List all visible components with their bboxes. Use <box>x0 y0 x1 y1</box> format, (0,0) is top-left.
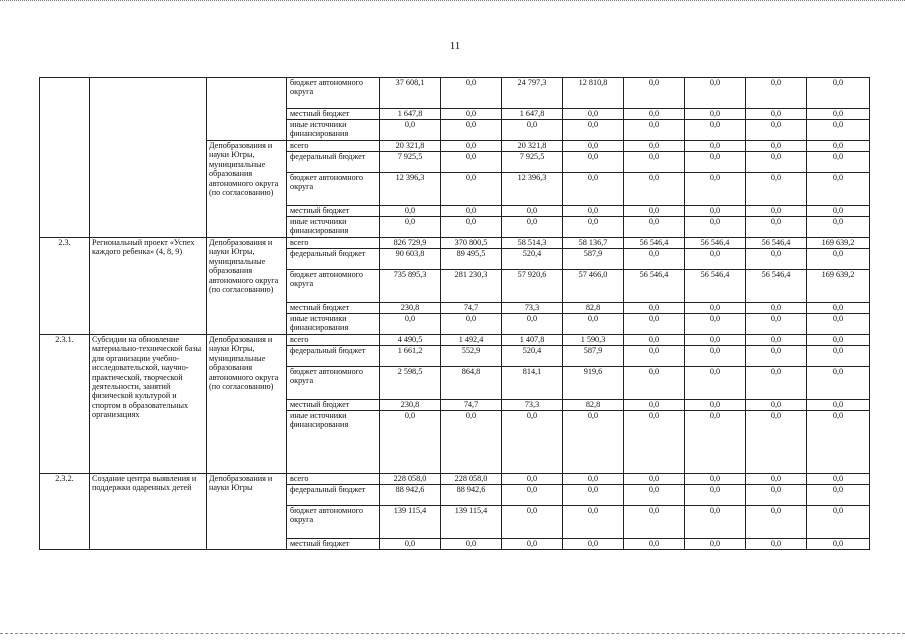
value-cell: 90 603,8 <box>380 249 441 270</box>
value-cell: 0,0 <box>624 314 685 335</box>
value-cell: 0,0 <box>502 206 563 217</box>
value-cell: 0,0 <box>624 78 685 109</box>
value-cell: 0,0 <box>624 120 685 141</box>
value-cell: 814,1 <box>502 367 563 400</box>
value-cell: 0,0 <box>380 539 441 550</box>
value-cell: 0,0 <box>563 506 624 539</box>
value-cell: 0,0 <box>685 314 746 335</box>
value-cell: 139 115,4 <box>441 506 502 539</box>
funding-source: иные источники финансирования <box>287 314 380 335</box>
scan-edge-bottom <box>0 633 905 637</box>
value-cell: 0,0 <box>624 539 685 550</box>
value-cell: 0,0 <box>807 314 870 335</box>
value-cell: 0,0 <box>746 303 807 314</box>
value-cell: 0,0 <box>441 141 502 152</box>
value-cell: 0,0 <box>380 411 441 474</box>
value-cell: 1 590,3 <box>563 335 624 346</box>
value-cell: 56 546,4 <box>746 238 807 249</box>
value-cell: 0,0 <box>685 411 746 474</box>
value-cell: 0,0 <box>746 539 807 550</box>
value-cell: 0,0 <box>624 411 685 474</box>
value-cell: 228 058,0 <box>441 474 502 485</box>
value-cell: 0,0 <box>685 173 746 206</box>
funding-source: местный бюджет <box>287 303 380 314</box>
value-cell: 73,3 <box>502 400 563 411</box>
row-executor <box>207 78 287 141</box>
value-cell: 0,0 <box>624 152 685 173</box>
value-cell: 0,0 <box>563 411 624 474</box>
value-cell: 0,0 <box>624 217 685 238</box>
value-cell: 0,0 <box>563 314 624 335</box>
value-cell: 0,0 <box>441 152 502 173</box>
funding-source: всего <box>287 141 380 152</box>
value-cell: 0,0 <box>746 78 807 109</box>
value-cell: 0,0 <box>746 335 807 346</box>
value-cell: 57 920,6 <box>502 270 563 303</box>
value-cell: 56 546,4 <box>685 238 746 249</box>
value-cell: 0,0 <box>624 173 685 206</box>
value-cell: 0,0 <box>746 411 807 474</box>
value-cell: 0,0 <box>807 109 870 120</box>
value-cell: 0,0 <box>502 411 563 474</box>
funding-source: бюджет автономного округа <box>287 270 380 303</box>
value-cell: 20 321,8 <box>502 141 563 152</box>
value-cell: 1 407,8 <box>502 335 563 346</box>
table-row <box>40 335 870 346</box>
row-code: 2.3. <box>40 238 90 335</box>
value-cell: 0,0 <box>746 474 807 485</box>
value-cell: 0,0 <box>441 314 502 335</box>
scan-edge-top <box>0 0 905 4</box>
page-number: 11 <box>449 40 461 52</box>
value-cell: 864,8 <box>441 367 502 400</box>
value-cell: 0,0 <box>441 411 502 474</box>
value-cell: 169 639,2 <box>807 270 870 303</box>
value-cell: 20 321,8 <box>380 141 441 152</box>
value-cell: 0,0 <box>441 217 502 238</box>
row-executor: Депобразования и науки Югры, муниципальные образования автономного округа (по согласованию) <box>207 335 287 474</box>
value-cell: 0,0 <box>563 217 624 238</box>
funding-source: бюджет автономного округа <box>287 367 380 400</box>
row-executor: Депобразования и науки Югры, муниципальные образования автономного округа (по согласованию) <box>207 141 287 238</box>
value-cell: 0,0 <box>502 314 563 335</box>
value-cell: 520,4 <box>502 346 563 367</box>
value-cell: 0,0 <box>807 217 870 238</box>
value-cell: 0,0 <box>502 485 563 506</box>
value-cell: 88 942,6 <box>380 485 441 506</box>
value-cell: 73,3 <box>502 303 563 314</box>
value-cell: 0,0 <box>685 249 746 270</box>
budget-table <box>39 77 870 550</box>
value-cell: 74,7 <box>441 303 502 314</box>
value-cell: 0,0 <box>624 506 685 539</box>
value-cell: 0,0 <box>563 120 624 141</box>
value-cell: 0,0 <box>563 485 624 506</box>
value-cell: 919,6 <box>563 367 624 400</box>
value-cell: 0,0 <box>685 120 746 141</box>
value-cell: 0,0 <box>380 314 441 335</box>
funding-source: местный бюджет <box>287 206 380 217</box>
funding-source: федеральный бюджет <box>287 152 380 173</box>
funding-source: иные источники финансирования <box>287 411 380 474</box>
value-cell: 0,0 <box>807 346 870 367</box>
value-cell: 0,0 <box>441 206 502 217</box>
funding-source: федеральный бюджет <box>287 249 380 270</box>
value-cell: 552,9 <box>441 346 502 367</box>
value-cell: 0,0 <box>807 78 870 109</box>
row-name: Субсидии на обновление материально-технической базы для организации учебно-исследовательской, научно-практической, творческой деятельности, занятий физической культурой и спортом в образовательных организациях <box>90 335 207 474</box>
value-cell: 0,0 <box>624 141 685 152</box>
value-cell: 0,0 <box>746 506 807 539</box>
value-cell: 0,0 <box>502 217 563 238</box>
table-row <box>40 474 870 485</box>
value-cell: 4 490,5 <box>380 335 441 346</box>
value-cell: 0,0 <box>563 109 624 120</box>
value-cell: 139 115,4 <box>380 506 441 539</box>
value-cell: 0,0 <box>502 506 563 539</box>
row-name <box>90 78 207 238</box>
table-row <box>40 238 870 249</box>
value-cell: 0,0 <box>624 346 685 367</box>
funding-source: федеральный бюджет <box>287 485 380 506</box>
value-cell: 2 598,5 <box>380 367 441 400</box>
value-cell: 24 797,3 <box>502 78 563 109</box>
value-cell: 7 925,5 <box>502 152 563 173</box>
value-cell: 0,0 <box>441 109 502 120</box>
value-cell: 0,0 <box>807 173 870 206</box>
row-executor: Депобразования и науки Югры <box>207 474 287 550</box>
value-cell: 89 495,5 <box>441 249 502 270</box>
funding-source: местный бюджет <box>287 539 380 550</box>
value-cell: 0,0 <box>685 539 746 550</box>
row-code: 2.3.1. <box>40 335 90 474</box>
row-name: Создание центра выявления и поддержки одаренных детей <box>90 474 207 550</box>
value-cell: 0,0 <box>685 141 746 152</box>
value-cell: 0,0 <box>441 120 502 141</box>
value-cell: 82,8 <box>563 303 624 314</box>
value-cell: 0,0 <box>807 474 870 485</box>
value-cell: 0,0 <box>624 109 685 120</box>
value-cell: 0,0 <box>624 335 685 346</box>
value-cell: 0,0 <box>807 335 870 346</box>
funding-source: федеральный бюджет <box>287 346 380 367</box>
value-cell: 0,0 <box>807 120 870 141</box>
value-cell: 0,0 <box>380 217 441 238</box>
value-cell: 56 546,4 <box>746 270 807 303</box>
value-cell: 0,0 <box>380 206 441 217</box>
row-name: Региональный проект «Успех каждого ребенка» (4, 8, 9) <box>90 238 207 335</box>
funding-source: всего <box>287 335 380 346</box>
value-cell: 0,0 <box>624 474 685 485</box>
funding-source: бюджет автономного округа <box>287 173 380 206</box>
value-cell: 587,9 <box>563 346 624 367</box>
value-cell: 0,0 <box>685 506 746 539</box>
value-cell: 0,0 <box>746 206 807 217</box>
value-cell: 0,0 <box>624 206 685 217</box>
value-cell: 0,0 <box>563 539 624 550</box>
value-cell: 0,0 <box>624 485 685 506</box>
funding-source: бюджет автономного округа <box>287 506 380 539</box>
value-cell: 0,0 <box>624 303 685 314</box>
value-cell: 0,0 <box>746 173 807 206</box>
value-cell: 0,0 <box>807 141 870 152</box>
value-cell: 370 800,5 <box>441 238 502 249</box>
value-cell: 0,0 <box>441 173 502 206</box>
value-cell: 0,0 <box>563 173 624 206</box>
value-cell: 0,0 <box>807 506 870 539</box>
value-cell: 0,0 <box>563 141 624 152</box>
value-cell: 0,0 <box>746 400 807 411</box>
funding-source: бюджет автономного округа <box>287 78 380 109</box>
value-cell: 74,7 <box>441 400 502 411</box>
row-code: 2.3.2. <box>40 474 90 550</box>
value-cell: 1 647,8 <box>380 109 441 120</box>
value-cell: 37 608,1 <box>380 78 441 109</box>
value-cell: 0,0 <box>685 303 746 314</box>
value-cell: 12 810,8 <box>563 78 624 109</box>
value-cell: 0,0 <box>685 485 746 506</box>
value-cell: 826 729,9 <box>380 238 441 249</box>
value-cell: 0,0 <box>807 303 870 314</box>
value-cell: 0,0 <box>685 474 746 485</box>
value-cell: 0,0 <box>807 411 870 474</box>
value-cell: 56 546,4 <box>624 270 685 303</box>
value-cell: 58 514,3 <box>502 238 563 249</box>
funding-source: всего <box>287 238 380 249</box>
value-cell: 0,0 <box>746 249 807 270</box>
value-cell: 0,0 <box>502 120 563 141</box>
table-row <box>40 78 870 109</box>
value-cell: 0,0 <box>502 539 563 550</box>
value-cell: 281 230,3 <box>441 270 502 303</box>
value-cell: 0,0 <box>685 400 746 411</box>
value-cell: 0,0 <box>807 249 870 270</box>
value-cell: 0,0 <box>441 78 502 109</box>
value-cell: 56 546,4 <box>624 238 685 249</box>
funding-source: местный бюджет <box>287 109 380 120</box>
value-cell: 0,0 <box>685 109 746 120</box>
value-cell: 56 546,4 <box>685 270 746 303</box>
value-cell: 88 942,6 <box>441 485 502 506</box>
value-cell: 230,8 <box>380 303 441 314</box>
value-cell: 0,0 <box>685 78 746 109</box>
value-cell: 228 058,0 <box>380 474 441 485</box>
value-cell: 82,8 <box>563 400 624 411</box>
value-cell: 169 639,2 <box>807 238 870 249</box>
value-cell: 0,0 <box>807 539 870 550</box>
value-cell: 0,0 <box>685 346 746 367</box>
value-cell: 520,4 <box>502 249 563 270</box>
value-cell: 0,0 <box>807 367 870 400</box>
value-cell: 0,0 <box>563 206 624 217</box>
value-cell: 0,0 <box>624 400 685 411</box>
value-cell: 0,0 <box>624 367 685 400</box>
funding-source: всего <box>287 474 380 485</box>
value-cell: 0,0 <box>441 539 502 550</box>
value-cell: 57 466,0 <box>563 270 624 303</box>
value-cell: 587,9 <box>563 249 624 270</box>
funding-source: местный бюджет <box>287 400 380 411</box>
value-cell: 0,0 <box>746 367 807 400</box>
value-cell: 0,0 <box>685 152 746 173</box>
value-cell: 0,0 <box>746 314 807 335</box>
value-cell: 0,0 <box>807 485 870 506</box>
value-cell: 0,0 <box>807 400 870 411</box>
funding-source: иные источники финансирования <box>287 120 380 141</box>
funding-source: иные источники финансирования <box>287 217 380 238</box>
value-cell: 1 647,8 <box>502 109 563 120</box>
value-cell: 0,0 <box>746 109 807 120</box>
row-executor: Депобразования и науки Югры, муниципальные образования автономного округа (по согласованию) <box>207 238 287 335</box>
value-cell: 0,0 <box>624 249 685 270</box>
value-cell: 12 396,3 <box>502 173 563 206</box>
row-code <box>40 78 90 238</box>
value-cell: 0,0 <box>746 346 807 367</box>
value-cell: 0,0 <box>563 474 624 485</box>
value-cell: 12 396,3 <box>380 173 441 206</box>
value-cell: 1 661,2 <box>380 346 441 367</box>
value-cell: 0,0 <box>685 335 746 346</box>
value-cell: 0,0 <box>380 120 441 141</box>
value-cell: 0,0 <box>807 206 870 217</box>
value-cell: 0,0 <box>746 217 807 238</box>
value-cell: 0,0 <box>746 141 807 152</box>
value-cell: 0,0 <box>685 206 746 217</box>
value-cell: 230,8 <box>380 400 441 411</box>
value-cell: 0,0 <box>685 367 746 400</box>
value-cell: 1 492,4 <box>441 335 502 346</box>
value-cell: 0,0 <box>746 152 807 173</box>
value-cell: 0,0 <box>685 217 746 238</box>
value-cell: 0,0 <box>563 152 624 173</box>
value-cell: 0,0 <box>807 152 870 173</box>
value-cell: 735 895,3 <box>380 270 441 303</box>
value-cell: 0,0 <box>746 120 807 141</box>
value-cell: 7 925,5 <box>380 152 441 173</box>
value-cell: 58 136,7 <box>563 238 624 249</box>
value-cell: 0,0 <box>746 485 807 506</box>
value-cell: 0,0 <box>502 474 563 485</box>
